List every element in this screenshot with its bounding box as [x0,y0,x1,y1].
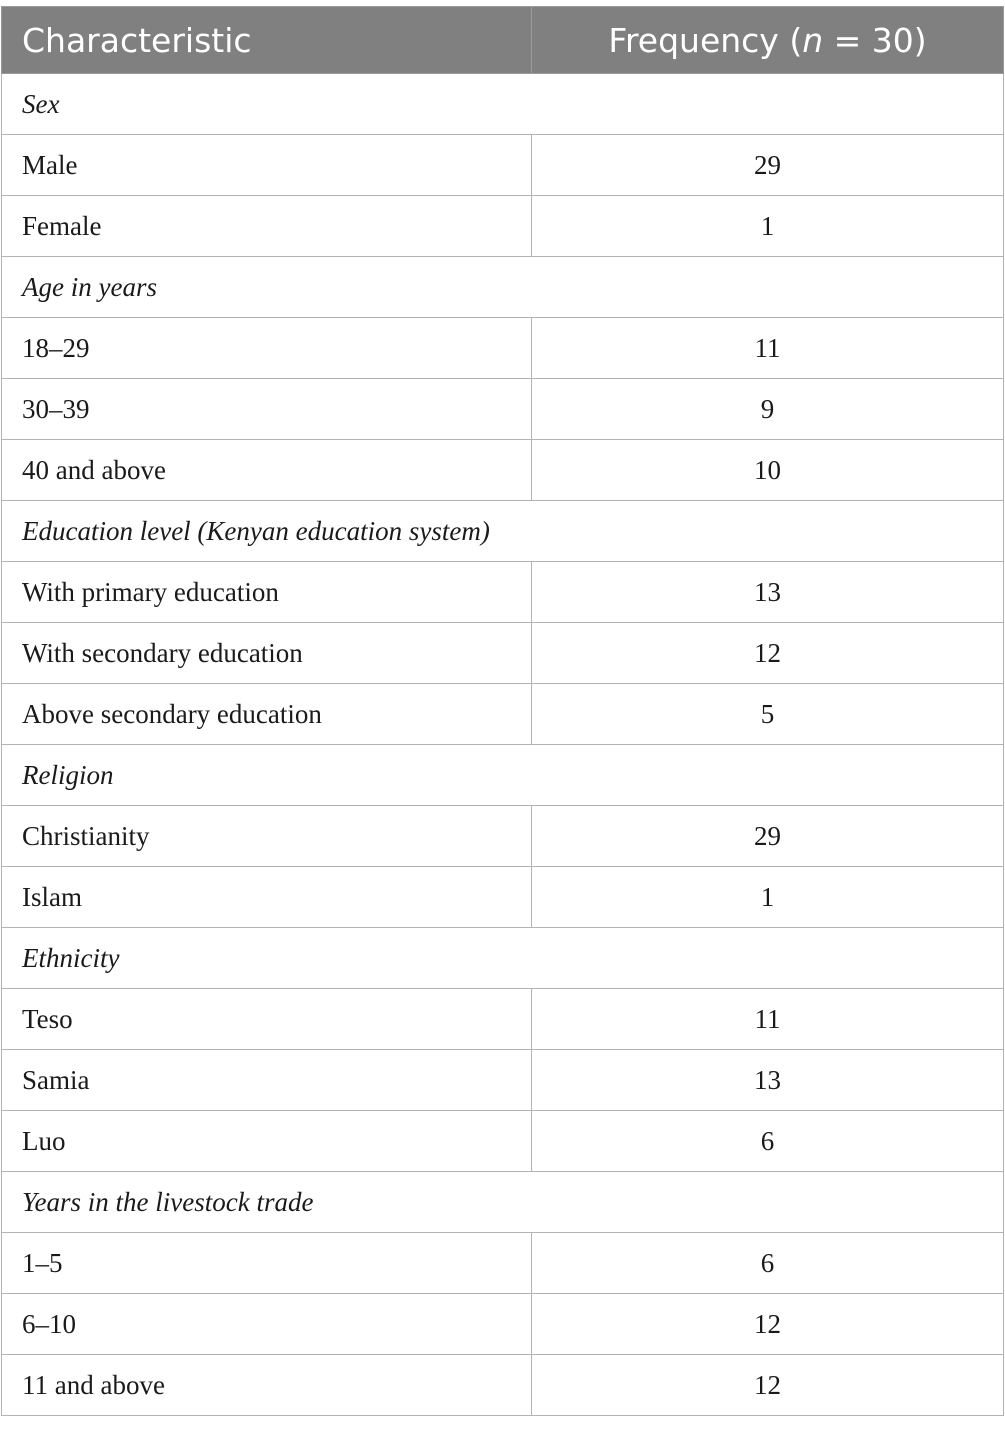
row-label: Above secondary education [2,684,532,745]
row-label: With primary education [2,562,532,623]
row-value: 11 [532,989,1004,1050]
row-value: 9 [532,379,1004,440]
row-label: 6–10 [2,1294,532,1355]
table-row [2,440,1004,501]
section-row-sex [2,74,1004,135]
section-title: Education level (Kenyan education system) [2,501,1004,562]
row-value: 6 [532,1111,1004,1172]
row-value: 12 [532,1294,1004,1355]
row-label: 18–29 [2,318,532,379]
table-row [2,379,1004,440]
header-frequency [532,7,1004,74]
header-frequency-n: n [802,20,824,60]
row-label: Teso [2,989,532,1050]
row-label: Christianity [2,806,532,867]
row-value: 5 [532,684,1004,745]
table-row [2,684,1004,745]
table-row [2,135,1004,196]
table-row [2,1111,1004,1172]
row-label: Male [2,135,532,196]
header-characteristic: Characteristic [2,7,532,74]
row-value: 11 [532,318,1004,379]
section-title: Sex [2,74,1004,135]
header-row [2,7,1004,74]
section-title: Religion [2,745,1004,806]
table-row [2,1294,1004,1355]
header-frequency-suffix: = 30) [823,20,927,60]
row-label: Samia [2,1050,532,1111]
table-row [2,623,1004,684]
row-label: Luo [2,1111,532,1172]
table-row [2,318,1004,379]
row-label: Female [2,196,532,257]
row-value: 13 [532,1050,1004,1111]
section-title: Ethnicity [2,928,1004,989]
header-frequency-prefix: Frequency ( [608,20,803,60]
table-row [2,1355,1004,1416]
section-row-ethnicity [2,928,1004,989]
table-row [2,562,1004,623]
row-label: 11 and above [2,1355,532,1416]
section-row-education [2,501,1004,562]
row-label: 1–5 [2,1233,532,1294]
row-label: With secondary education [2,623,532,684]
row-value: 13 [532,562,1004,623]
characteristics-table [1,6,1004,1416]
row-label: 40 and above [2,440,532,501]
section-title: Years in the livestock trade [2,1172,1004,1233]
table-row [2,1050,1004,1111]
table-body [2,74,1004,1416]
section-row-religion [2,745,1004,806]
row-value: 29 [532,806,1004,867]
row-value: 10 [532,440,1004,501]
row-label: Islam [2,867,532,928]
row-value: 12 [532,1355,1004,1416]
row-value: 1 [532,867,1004,928]
section-title: Age in years [2,257,1004,318]
table-row [2,867,1004,928]
row-value: 6 [532,1233,1004,1294]
section-row-age [2,257,1004,318]
table-row [2,806,1004,867]
row-label: 30–39 [2,379,532,440]
table-row [2,196,1004,257]
table-header [2,7,1004,74]
row-value: 12 [532,623,1004,684]
table-row [2,1233,1004,1294]
row-value: 1 [532,196,1004,257]
table-row [2,989,1004,1050]
row-value: 29 [532,135,1004,196]
section-row-years-in-trade [2,1172,1004,1233]
